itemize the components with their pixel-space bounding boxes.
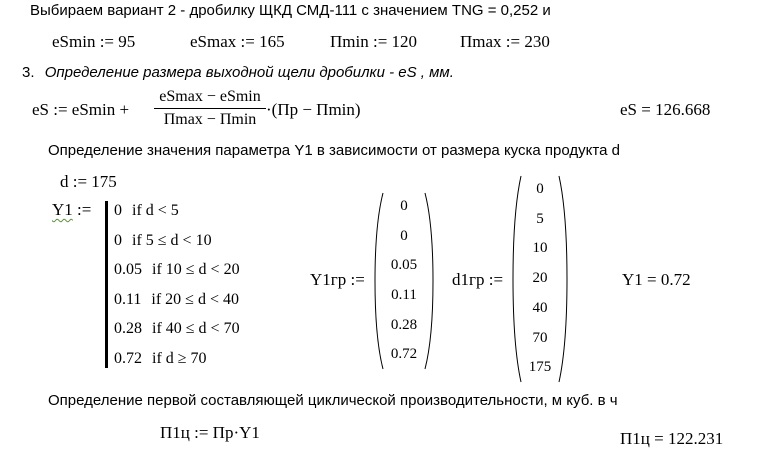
d1gr-cell: 10 [532, 240, 548, 257]
y1-case-row [114, 344, 240, 374]
def-pmax[interactable]: Пmax := 230 [460, 32, 550, 51]
es-fraction-denominator: Пmax − Пmin [163, 111, 257, 128]
d1gr-matrix[interactable] [512, 175, 568, 383]
y1gr-cell: 0.72 [390, 346, 418, 363]
y1-case-value: 0 [114, 202, 122, 219]
y1-case-value: 0.11 [114, 290, 142, 308]
y1-case-value: 0.72 [114, 349, 142, 367]
es-fraction-numerator: eSmax − eSmin [159, 88, 261, 105]
y1-case-value: 0.05 [114, 261, 142, 278]
y1-cases [114, 196, 240, 373]
p1-definition[interactable]: П1ц := Пр·Y1 [160, 423, 260, 442]
y1-case-value: 0 [114, 231, 122, 249]
right-paren [558, 175, 568, 383]
y1-case-condition: if 5 ≤ d < 10 [132, 231, 212, 249]
y1-lhs [52, 200, 91, 220]
y1-case-condition: if 40 ≤ d < 70 [152, 320, 240, 337]
def-esmax[interactable]: eSmax := 165 [190, 32, 285, 51]
section-heading [22, 64, 454, 81]
y1gr-cell: 0 [400, 227, 408, 244]
y1-assign: := [77, 200, 92, 219]
def-esmin[interactable]: eSmin := 95 [52, 32, 136, 51]
es-result[interactable]: eS = 126.668 [620, 100, 711, 119]
p1-heading: Определение первой составляющей циклической производительности, м куб. в ч [48, 392, 618, 409]
d1gr-cell: 5 [536, 210, 544, 227]
y1-case-row [114, 226, 240, 256]
y1-case-condition: if 10 ≤ d < 20 [152, 261, 240, 278]
piecewise-bar [105, 201, 108, 368]
y1-heading: Определение значения параметра Y1 в зависимости от размера куска продукта d [48, 142, 620, 159]
y1gr-cell: 0 [400, 198, 408, 214]
y1-case-value: 0.28 [114, 320, 142, 337]
section-number: 3. [22, 64, 35, 81]
es-formula-tail: ·(Пр − Пmin) [266, 100, 361, 119]
d-definition[interactable]: d := 175 [60, 172, 117, 191]
y1-result[interactable]: Y1 = 0.72 [622, 270, 691, 289]
es-formula-lhs: eS := eSmin + [32, 100, 130, 119]
d1gr-cell: 40 [532, 299, 548, 316]
d1gr-cell: 0 [536, 181, 544, 197]
y1gr-label: Y1гр := [310, 270, 365, 289]
left-paren [374, 192, 384, 370]
intro-text: Выбираем вариант 2 - дробилку ЩКД СМД-111 с значением TNG = 0,252 и [30, 2, 551, 19]
y1gr-cell: 0.28 [390, 316, 418, 333]
y1-case-condition: if d < 5 [132, 202, 179, 219]
y1gr-cell: 0.05 [390, 257, 418, 274]
d1gr-cell: 175 [528, 359, 552, 376]
y1-case-row [114, 255, 240, 285]
y1-case-row [114, 314, 240, 344]
y1-case-condition: if 20 ≤ d < 40 [151, 290, 239, 308]
y1-case-row [114, 196, 240, 226]
def-pmin[interactable]: Пmin := 120 [330, 32, 418, 51]
d1gr-cell: 20 [532, 270, 548, 287]
y1-case-row [114, 285, 240, 315]
left-paren [512, 175, 522, 383]
section-title: Определение размера выходной щели дробилки - eS , мм. [44, 64, 454, 81]
y1-symbol: Y1 [52, 200, 73, 219]
right-paren [424, 192, 434, 370]
p1-result[interactable]: П1ц = 122.231 [620, 429, 724, 448]
d1gr-label: d1гр := [452, 270, 504, 289]
y1gr-matrix[interactable] [374, 192, 434, 370]
y1gr-cell: 0.11 [391, 286, 417, 303]
d1gr-cell: 70 [532, 329, 548, 346]
es-fraction [154, 88, 266, 129]
y1-case-condition: if d ≥ 70 [152, 349, 207, 367]
fraction-bar [154, 108, 266, 109]
